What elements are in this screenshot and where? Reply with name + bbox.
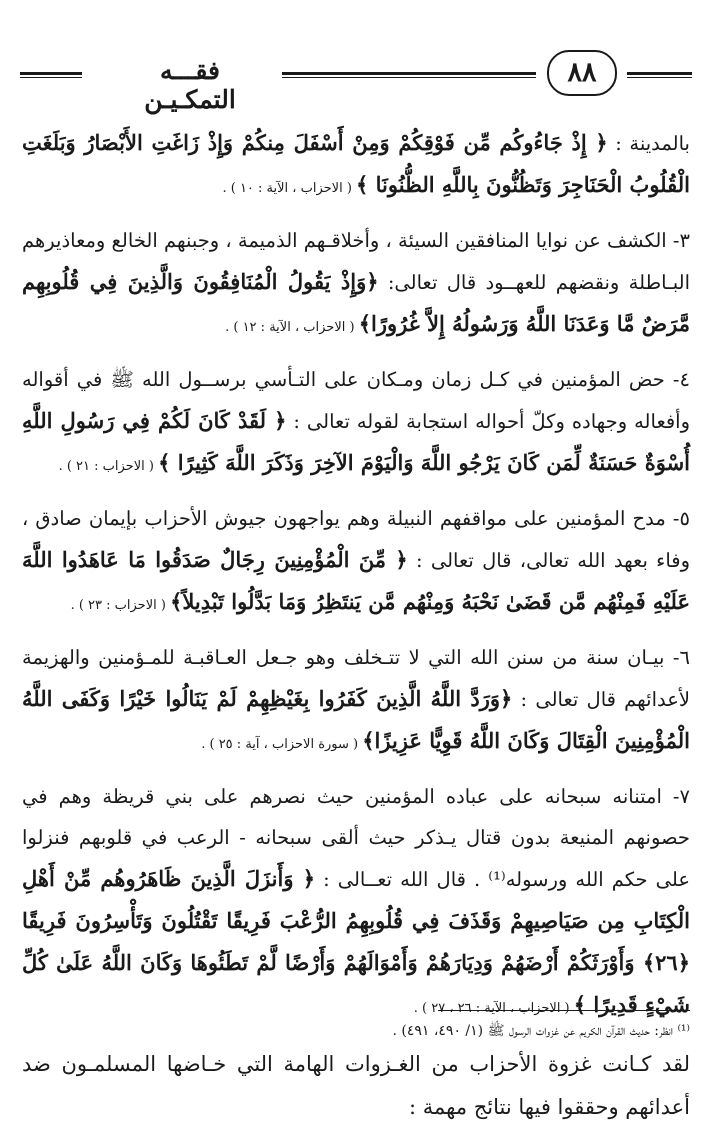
paragraph [22,637,690,765]
paragraph [22,776,690,1029]
verse-reference: ( الاحزاب ، الآية : ١٢ ) . [225,320,359,335]
paragraph [22,359,690,487]
quran-verse: ﴿ إِذْ جَاءُوكُم مِّن فَوْقِكُمْ وَمِنْ أَسْفَلَ مِنكُمْ وَإِذْ زَاغَتِ الأَبْصَارُ وَبَلَغَتِ الْقُلُوبُ الْحَنَاجِرَ وَتَظُنُّونَ بِاللَّهِ الظُّنُونَا ﴾ [22,130,690,197]
paragraph-text: ٤- حض المؤمنين في كـل زمان ومـكان على التـأسي برســول الله ﷺ في أقواله وأفعاله وجهاده وكلّ أحواله استجابة لقوله تعالى : [22,368,691,433]
footnote: ⁽¹⁾ انظر: حديث القرآن الكريم عن غزوات الرسول ﷺ (١/ ٤٩٠، ٤٩١) . [392,1023,690,1039]
quran-verse: ﴿وَرَدَّ اللَّهُ الَّذِينَ كَفَرُوا بِغَيْظِهِمْ لَمْ يَنَالُوا خَيْرًا وَكَفَى اللَّهُ الْمُؤْمِنِينَ الْقِتَالَ وَكَانَ اللَّهُ قَوِيًّا عَزِيزًا﴾ [22,686,690,753]
verse-reference: ( الاحزاب : ٢١ ) . [58,459,159,474]
page-body [22,122,690,1129]
verse-reference: ( الاحزاب ، الآية : ١٠ ) . [222,181,357,196]
paragraph-text: ٣- الكشف عن نوايا المنافقين السيئة ، وأخلاقـهم الذميمة ، وجبنهم الخالع ومعاذيرهم البـاطلة ونقضهم للعهــود قال تعالى: [22,229,690,294]
quran-verse: ﴿ وَأَنزَلَ الَّذِينَ ظَاهَرُوهُم مِّنْ أَهْلِ الْكِتَابِ مِن صَيَاصِيهِمْ وَقَذَفَ فِي قُلُوبِهِمُ الرُّعْبَ فَرِيقًا تَقْتُلُونَ وَتَأْسِرُونَ فَرِيقًا ﴿٢٦﴾ وَأَوْرَثَكُمْ أَرْضَهُمْ وَدِيَارَهُمْ وَأَمْوَالَهُمْ وَأَرْضًا لَّمْ تَطَئُوهَا وَكَانَ اللَّهُ عَلَىٰ كُلِّ شَيْءٍ قَدِيرًا ﴾ [22,866,690,1017]
paragraph-text: ٧- امتنانه سبحانه على عباده المؤمنين حيث نصرهم على بني قريظة وهم في حصونهم المنيعة بدون قتال يـذكر حيث ألقى سبحانه - الرعب في قلوبهم فنزلوا على حكم الله ورسوله⁽¹⁾ . قال الله تعــالى : [22,785,690,891]
paragraph [22,220,690,348]
quran-verse: ﴿ مِّنَ الْمُؤْمِنِينَ رِجَالٌ صَدَقُوا مَا عَاهَدُوا اللَّهَ عَلَيْهِ فَمِنْهُم مَّن قَضَىٰ نَحْبَهُ وَمِنْهُم مَّن يَنتَظِرُ وَمَا بَدَّلُوا تَبْدِيلاً﴾ [22,547,690,614]
paragraph [22,498,690,626]
page-number: ٨٨ [547,50,617,96]
quran-verse: ﴿وَإِذْ يَقُولُ الْمُنَافِقُونَ وَالَّذِينَ فِي قُلُوبِهِم مَّرَضٌ مَّا وَعَدَنَا اللَّهُ وَرَسُولُهُ إِلاَّ غُرُورًا﴾ [22,269,690,336]
header-rule-middle [282,72,536,78]
running-title: فقـــه التمكـيـن [144,56,236,114]
page-header [20,48,692,114]
paragraph [22,122,690,209]
header-rule-left [20,72,82,78]
header-rule-right [627,72,692,78]
quran-verse: ﴿ لَقَدْ كَانَ لَكُمْ فِي رَسُولِ اللَّهِ أُسْوَةٌ حَسَنَةٌ لِّمَن كَانَ يَرْجُو اللَّهَ وَالْيَوْمَ الآخِرَ وَذَكَرَ اللَّهَ كَثِيرًا ﴾ [22,408,690,475]
verse-reference: ( الاحزاب : ٢٣ ) . [70,598,171,613]
footnote-divider [438,1010,690,1011]
paragraph-text: ٦- بيـان سنة من سنن الله التي لا تتـخلف وهو جـعل العـاقبـة للمـؤمنين والهزيمة لأعدائهم قال تعالى : [22,646,690,711]
paragraph-text: بالمدينة : [607,132,690,155]
closing-paragraph: لقد كـانت غزوة الأحزاب من الغـزوات الهامة التي خـاضها المسلمـون ضد أعدائهم وحققوا فيها نتائج مهمة : [22,1052,690,1119]
verse-reference: ( سورة الاحزاب ، آية : ٢٥ ) . [201,737,363,752]
paragraph-text: ٥- مدح المؤمنين على مواقفهم النبيلة وهم يواجهون جيوش الأحزاب بإيمان صادق ، وفاء بعهد الله تعالى، قال تعالى : [22,507,690,572]
verse-reference: ( الاحزاب ، الآية : ٢٦ ، ٢٧ ) . [413,1001,574,1016]
